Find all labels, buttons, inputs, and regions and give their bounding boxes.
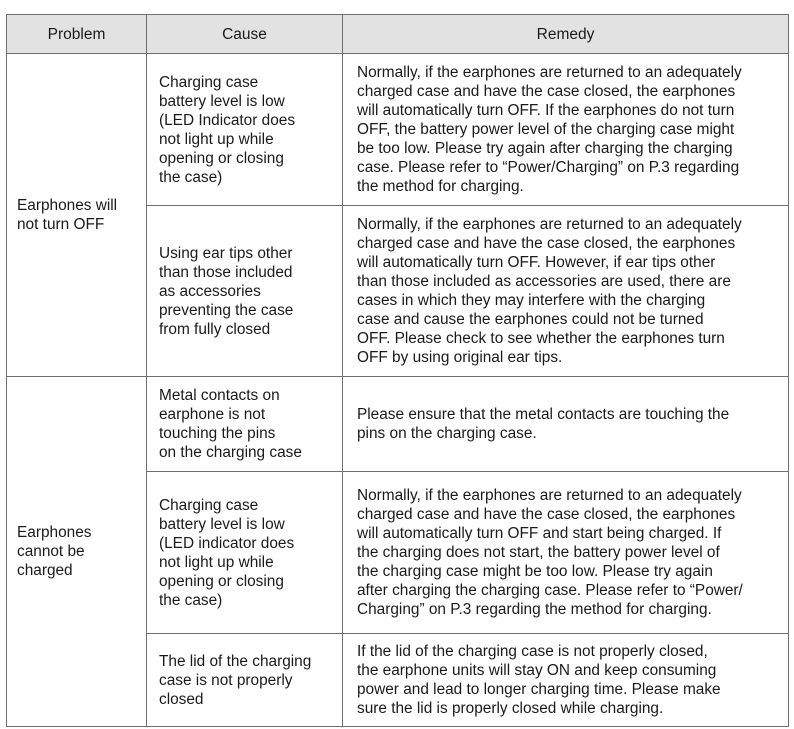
header-problem: Problem xyxy=(7,15,147,54)
problem-text: Earphones will not turn OFF xyxy=(17,197,118,233)
cause-cell xyxy=(147,377,343,472)
problem-text: Earphones cannot be charged xyxy=(17,524,92,579)
problem-cell xyxy=(7,377,147,727)
table-body xyxy=(7,54,789,727)
cause-cell xyxy=(147,634,343,727)
remedy-text: Normally, if the earphones are returned to an adequately charged case and have the case closed, the earphones will automatically turn OFF and start being charged. If the charging does not start, the battery power level of the charging case might be too low. Please try again after charging the charging case. Please refer to “Power/ Charging” on P.3 regarding the method for charging. xyxy=(357,487,743,618)
remedy-text: Normally, if the earphones are returned to an adequately charged case and have the case closed, the earphones will automatically turn OFF. However, if ear tips other than those included as accessories are used, there are cases in which they may interfere with the charging case and cause the earphones could not be turned OFF. Please check to see whether the earphones turn OFF by using original ear tips. xyxy=(357,216,742,366)
header-cause: Cause xyxy=(147,15,343,54)
remedy-cell xyxy=(343,54,789,206)
cause-text: Metal contacts on earphone is not touching the pins on the charging case xyxy=(159,387,302,461)
remedy-cell xyxy=(343,206,789,377)
cause-cell xyxy=(147,206,343,377)
remedy-text: Please ensure that the metal contacts are touching the pins on the charging case. xyxy=(357,406,730,442)
cause-text: The lid of the charging case is not properly closed xyxy=(159,652,312,708)
table-row xyxy=(7,54,789,206)
remedy-text: If the lid of the charging case is not properly closed, the earphone units will stay ON and keep consuming power and lead to longer charging time. Please make sure the lid is properly closed while charging. xyxy=(357,643,721,717)
cause-text: Charging case battery level is low (LED Indicator does not light up while opening or closing the case) xyxy=(159,73,296,186)
cause-cell xyxy=(147,472,343,634)
cause-text: Charging case battery level is low (LED indicator does not light up while opening or closing the case) xyxy=(159,496,295,609)
table-row xyxy=(7,377,789,472)
table-header xyxy=(7,15,789,54)
header-remedy: Remedy xyxy=(343,15,789,54)
cause-cell xyxy=(147,54,343,206)
remedy-cell xyxy=(343,377,789,472)
problem-cell xyxy=(7,54,147,377)
cause-text: Using ear tips other than those included as accessories preventing the case from fully closed xyxy=(159,244,294,338)
troubleshooting-table xyxy=(6,14,789,727)
remedy-text: Normally, if the earphones are returned to an adequately charged case and have the case closed, the earphones will automatically turn OFF. If the earphones do not turn OFF, the battery power level of the charging case might be too low. Please try again after charging the charging case. Please refer to “Power/Charging” on P.3 regarding the method for charging. xyxy=(357,64,742,195)
header-row xyxy=(7,15,789,54)
remedy-cell xyxy=(343,472,789,634)
remedy-cell xyxy=(343,634,789,727)
